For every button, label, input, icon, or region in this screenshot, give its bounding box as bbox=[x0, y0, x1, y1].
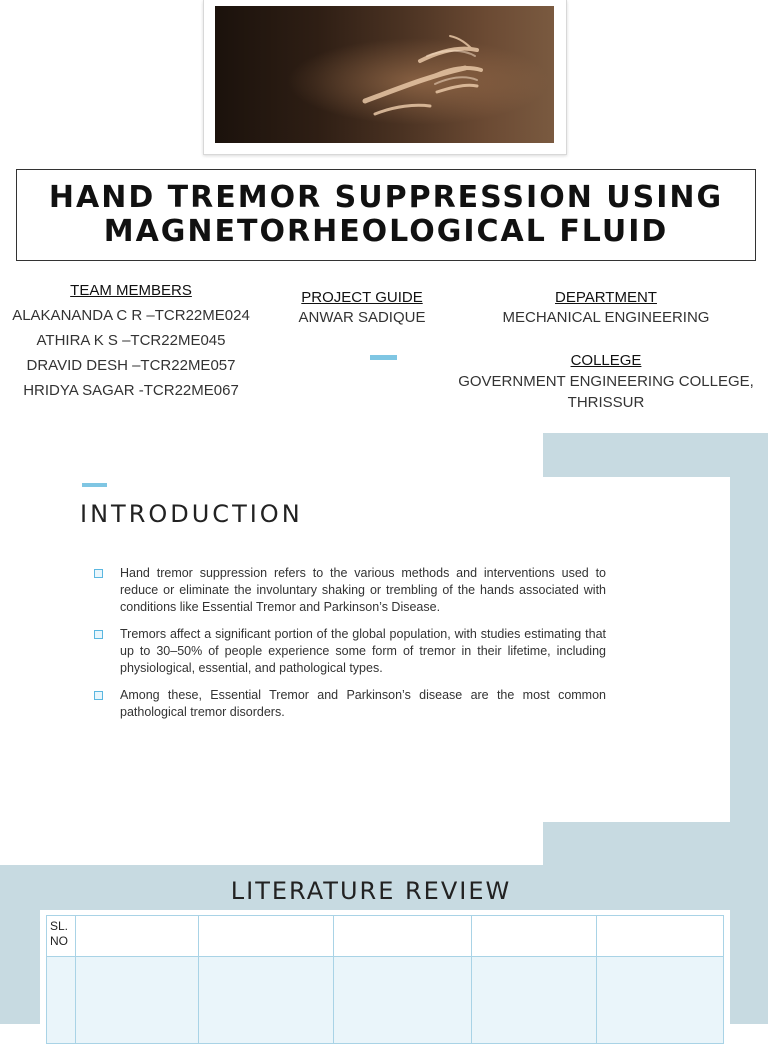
square-bullet-icon bbox=[94, 569, 103, 578]
bullet-item bbox=[92, 626, 606, 677]
project-guide-section bbox=[292, 288, 432, 328]
intro-accent-dash bbox=[82, 483, 107, 487]
table-cell bbox=[47, 957, 76, 1044]
table-header-cell bbox=[198, 916, 333, 957]
team-members-heading: TEAM MEMBERS bbox=[70, 282, 192, 299]
table-header-row bbox=[47, 916, 724, 957]
literature-table-container bbox=[40, 910, 730, 1024]
project-guide-heading: PROJECT GUIDE bbox=[301, 289, 423, 306]
hand-illustration bbox=[215, 6, 554, 143]
table-header-cell bbox=[472, 916, 597, 957]
bullet-text: Tremors affect a significant portion of the global population, with studies estimating that up to 30–50% of people experience some form of tremor in their lifetime, including physiological, essential, and pathological types. bbox=[120, 627, 606, 675]
college-section bbox=[458, 351, 754, 413]
hero-image-frame bbox=[203, 0, 567, 155]
literature-review-table bbox=[46, 915, 724, 1044]
table-header-cell bbox=[75, 916, 198, 957]
table-row bbox=[47, 957, 724, 1044]
hand-image bbox=[215, 6, 554, 143]
team-members-section bbox=[10, 281, 252, 403]
table-header-cell: SL. NO bbox=[47, 916, 76, 957]
table-cell bbox=[597, 957, 724, 1044]
table-cell bbox=[333, 957, 472, 1044]
introduction-bullets bbox=[92, 565, 606, 731]
square-bullet-icon bbox=[94, 691, 103, 700]
college-heading: COLLEGE bbox=[570, 352, 642, 369]
team-member: ATHIRA K S –TCR22ME045 bbox=[36, 332, 226, 349]
bullet-text: Among these, Essential Tremor and Parkinson’s disease are the most common pathological tremor disorders. bbox=[120, 688, 606, 719]
college-name-line-2: THRISSUR bbox=[567, 394, 645, 411]
square-bullet-icon bbox=[94, 630, 103, 639]
table-header-cell bbox=[597, 916, 724, 957]
project-guide-name: ANWAR SADIQUE bbox=[298, 309, 426, 326]
project-title-line-1: HAND TREMOR SUPPRESSION USING bbox=[48, 180, 724, 215]
department-heading: DEPARTMENT bbox=[555, 289, 657, 306]
team-member: ALAKANANDA C R –TCR22ME024 bbox=[12, 307, 250, 324]
team-member: DRAVID DESH –TCR22ME057 bbox=[26, 357, 236, 374]
accent-dash bbox=[370, 355, 397, 360]
college-name-line-1: GOVERNMENT ENGINEERING COLLEGE, bbox=[458, 373, 754, 390]
literature-review-title: LITERATURE REVIEW bbox=[230, 877, 512, 905]
team-member: HRIDYA SAGAR -TCR22ME067 bbox=[23, 382, 239, 399]
table-cell bbox=[75, 957, 198, 1044]
department-name: MECHANICAL ENGINEERING bbox=[502, 309, 710, 326]
table-cell bbox=[198, 957, 333, 1044]
bullet-text: Hand tremor suppression refers to the various methods and interventions used to reduce or eliminate the involuntary shaking or trembling of the hands associated with conditions like Essential Tremor and Parkinson’s Disease. bbox=[120, 566, 606, 614]
department-section bbox=[458, 288, 754, 328]
table-cell bbox=[472, 957, 597, 1044]
introduction-title: INTRODUCTION bbox=[80, 500, 303, 528]
bullet-item bbox=[92, 565, 606, 616]
table-header-cell bbox=[333, 916, 472, 957]
project-title-box bbox=[16, 169, 756, 261]
bullet-item bbox=[92, 687, 606, 721]
project-title-line-2: MAGNETORHEOLOGICAL FLUID bbox=[103, 214, 669, 249]
